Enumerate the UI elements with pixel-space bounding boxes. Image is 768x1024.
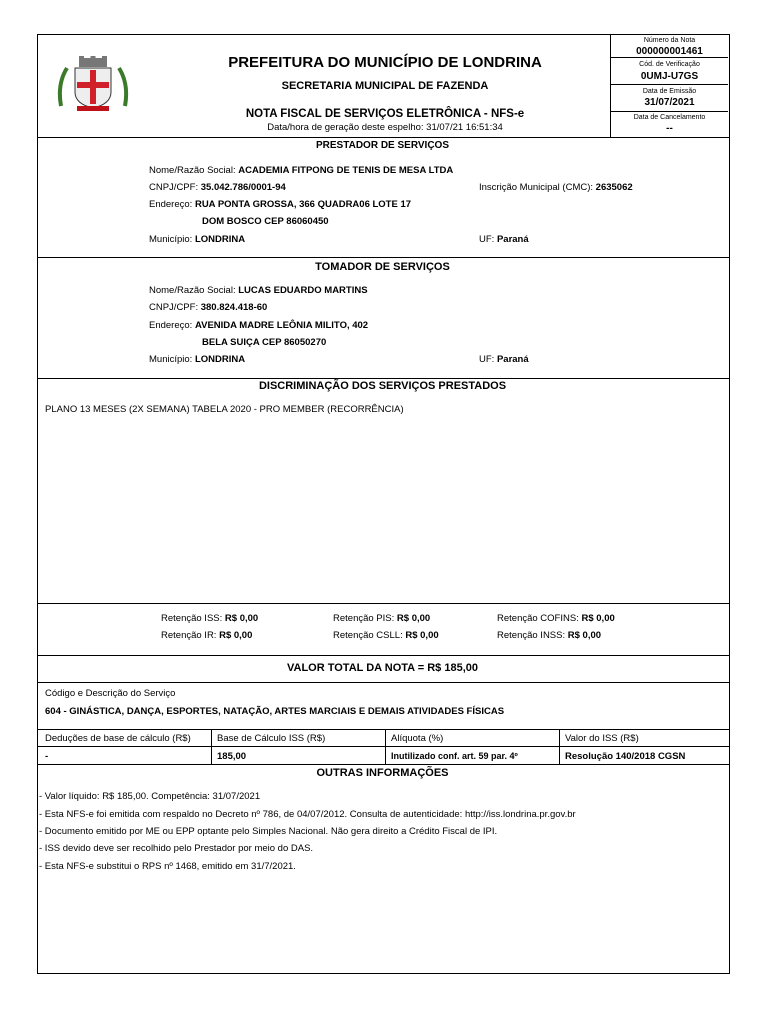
note-number-label: Número da Nota <box>643 37 696 44</box>
customer-section-title: TOMADOR DE SERVIÇOS <box>315 261 450 273</box>
provider-city-row: Município: LONDRINA <box>149 234 246 245</box>
customer-cnpj-row: CNPJ/CPF: 380.824.418-60 <box>149 302 268 313</box>
provider-cnpj-row: CNPJ/CPF: 35.042.786/0001-94 <box>149 182 286 193</box>
rate-value: Inutilizado conf. art. 59 par. 4º <box>391 751 518 761</box>
iss-value-value: Resolução 140/2018 CGSN <box>565 751 686 762</box>
iss-value-label: Valor do ISS (R$) <box>565 733 639 744</box>
other-info-line: - Esta NFS-e foi emitida com respaldo no Decreto nº 786, de 04/07/2012. Consulta de autenticidade: http://iss.londrina.pr.gov.br <box>39 809 576 820</box>
provider-section-title: PRESTADOR DE SERVIÇOS <box>316 140 449 151</box>
other-info-line: - Esta NFS-e substitui o RPS nº 1468, emitido em 31/7/2021. <box>39 861 296 872</box>
other-info-line: - ISS devido deve ser recolhido pelo Prestador por meio do DAS. <box>39 843 314 854</box>
provider-address-line2: DOM BOSCO CEP 86060450 <box>202 216 329 227</box>
services-description: PLANO 13 MESES (2X SEMANA) TABELA 2020 - PRO MEMBER (RECORRÊNCIA) <box>45 404 404 415</box>
provider-address-row: Endereço: RUA PONTA GROSSA, 366 QUADRA06 LOTE 17 <box>149 199 412 210</box>
rate-label: Alíquota (%) <box>391 733 444 744</box>
other-info-line: - Documento emitido por ME ou EPP optante pelo Simples Nacional. Não gera direito a Crédito Fiscal de IPI. <box>39 826 498 837</box>
tax-base-label: Base de Cálculo ISS (R$) <box>217 733 326 744</box>
service-code-label: Código e Descrição do Serviço <box>45 688 176 699</box>
retention-pis: Retenção PIS: R$ 0,00 <box>333 613 431 624</box>
document-title: NOTA FISCAL DE SERVIÇOS ELETRÔNICA - NFS-e <box>245 108 525 120</box>
service-code-value: 604 - GINÁSTICA, DANÇA, ESPORTES, NATAÇÃO, ARTES MARCIAIS E DEMAIS ATIVIDADES FÍSICAS <box>45 706 505 717</box>
generation-timestamp: Data/hora de geração deste espelho: 31/07/21 16:51:34 <box>267 122 503 133</box>
deductions-value: - <box>45 751 49 762</box>
cancel-date-label: Data de Cancelamento <box>633 114 706 121</box>
municipality-title: PREFEITURA DO MUNICÍPIO DE LONDRINA <box>228 54 542 71</box>
deductions-label: Deduções de base de cálculo (R$) <box>45 733 191 744</box>
issue-date-value: 31/07/2021 <box>644 97 695 108</box>
provider-name-row: Nome/Razão Social: ACADEMIA FITPONG DE TENIS DE MESA LTDA <box>149 165 454 176</box>
verification-code-value: 0UMJ-U7GS <box>640 71 699 82</box>
other-info-title: OUTRAS INFORMAÇÕES <box>316 767 449 779</box>
retention-inss: Retenção INSS: R$ 0,00 <box>497 630 602 641</box>
retention-csll: Retenção CSLL: R$ 0,00 <box>333 630 439 641</box>
customer-address-line2: BELA SUIÇA CEP 86050270 <box>202 337 327 348</box>
other-info-line: - Valor líquido: R$ 185,00. Competência: 31/07/2021 <box>39 791 261 802</box>
customer-uf-row: UF: Paraná <box>479 354 529 365</box>
secretariat-subtitle: SECRETARIA MUNICIPAL DE FAZENDA <box>281 80 489 92</box>
provider-uf-row: UF: Paraná <box>479 234 529 245</box>
provider-im-row: Inscrição Municipal (CMC): 2635062 <box>479 182 633 193</box>
cancel-date-value: -- <box>666 123 673 134</box>
city-coat-of-arms-icon <box>55 54 131 114</box>
retention-cofins: Retenção COFINS: R$ 0,00 <box>497 613 615 624</box>
issue-date-label: Data de Emissão <box>642 88 697 95</box>
services-section-title: DISCRIMINAÇÃO DOS SERVIÇOS PRESTADOS <box>258 380 507 392</box>
customer-city-row: Município: LONDRINA <box>149 354 246 365</box>
tax-base-value: 185,00 <box>217 751 247 762</box>
total-value: VALOR TOTAL DA NOTA = R$ 185,00 <box>286 662 478 674</box>
customer-name-row: Nome/Razão Social: LUCAS EDUARDO MARTINS <box>149 285 368 296</box>
note-number-value: 000000001461 <box>636 46 703 57</box>
verification-code-label: Cód. de Verificação <box>639 61 700 68</box>
retention-iss: Retenção ISS: R$ 0,00 <box>161 613 259 624</box>
retention-ir: Retenção IR: R$ 0,00 <box>161 630 253 641</box>
customer-address-row: Endereço: AVENIDA MADRE LEÔNIA MILITO, 402 <box>149 320 369 331</box>
